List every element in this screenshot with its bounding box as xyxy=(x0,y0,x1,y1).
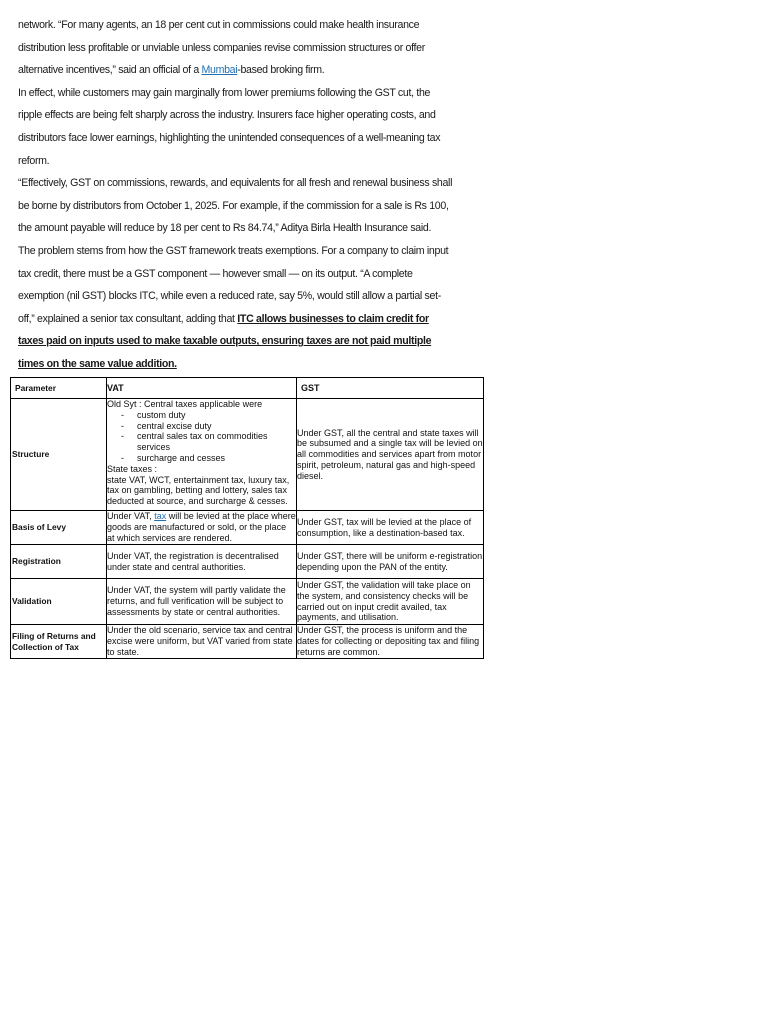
paragraph-1-text: network. “For many agents, an 18 per cent cut in commissions could make health insurance distribution less profitable or unviable unless companies revise commission structures or offer alternative incentives,” said an official of a xyxy=(18,19,425,77)
article-body xyxy=(18,14,455,376)
levy-vat-cell xyxy=(107,511,297,545)
table-row-levy xyxy=(11,511,484,545)
state-taxes-label: State taxes : xyxy=(107,463,158,474)
row-label-levy: Basis of Levy xyxy=(11,511,107,545)
list-item: - custom duty xyxy=(121,410,296,421)
header-vat: VAT xyxy=(107,378,297,399)
structure-gst-cell: Under GST, all the central and state taxes will be subsumed and a single tax will be levied on all commodities and services apart from motor spirit, petroleum, natural gas and high-speed diesel. xyxy=(297,399,484,511)
row-label-validation: Validation xyxy=(11,579,107,625)
table-row-filing xyxy=(11,625,484,659)
row-label-structure: Structure xyxy=(11,399,107,511)
mumbai-link[interactable]: Mumbai xyxy=(201,64,238,77)
itc-definition: ITC allows businesses to claim credit for taxes paid on inputs used to make taxable outputs, ensuring taxes are not paid multiple times on the same value addition. xyxy=(18,312,432,370)
list-item: - central sales tax on commodities services xyxy=(121,431,296,453)
levy-vat-tail: will be levied at the place where goods are manufactured or sold, or the place at which services are rendered. xyxy=(107,511,296,543)
row-label-filing: Filing of Returns and Collection of Tax xyxy=(11,625,107,659)
paragraph-1 xyxy=(18,14,455,82)
list-item: - surcharge and cesses xyxy=(121,453,296,464)
paragraph-4 xyxy=(18,240,455,376)
table-row-validation xyxy=(11,579,484,625)
paragraph-1-tail: -based broking firm. xyxy=(237,64,325,77)
structure-vat-cell xyxy=(107,399,297,511)
table-row-registration xyxy=(11,545,484,579)
tax-link[interactable]: tax xyxy=(154,511,167,522)
vat-gst-comparison-table xyxy=(10,377,484,659)
header-gst: GST xyxy=(297,378,484,399)
levy-vat-text: Under VAT, xyxy=(107,511,155,522)
paragraph-3: “Effectively, GST on commissions, rewards, and equivalents for all fresh and renewal business shall be borne by distributors from October 1, 2025. For example, if the commission for a sale is Rs 100, the amount payable will reduce by 18 per cent to Rs 84.74,” Aditya Birla Health Insurance said. xyxy=(18,177,453,235)
levy-gst-cell: Under GST, tax will be levied at the place of consumption, like a destination-based tax. xyxy=(297,511,484,545)
registration-vat-cell: Under VAT, the registration is decentralised under state and central authorities. xyxy=(107,545,297,579)
header-parameter: Parameter xyxy=(11,378,107,399)
filing-vat-cell: Under the old scenario, service tax and central excise were uniform, but VAT varied from state to state. xyxy=(107,625,297,659)
paragraph-4-text: The problem stems from how the GST framework treats exemptions. For a company to claim input tax credit, there must be a GST component — however small — on its output. “A complete exemption (nil GST) blocks ITC, while even a reduced rate, say 5%, would still allow a partial set-off,” explained a senior tax consultant, adding that xyxy=(18,244,449,325)
table-header-row xyxy=(11,378,484,399)
state-taxes-text: state VAT, WCT, entertainment tax, luxury tax, tax on gambling, betting and lottery, sales tax deducted at source, and surcharge & cesses. xyxy=(107,474,290,507)
paragraph-2: In effect, while customers may gain marginally from lower premiums following the GST cut, the ripple effects are being felt sharply across the industry. Insurers face higher operating costs, and distributors face lower earnings, highlighting the unintended consequences of a well-meaning tax reform. xyxy=(18,86,441,167)
validation-vat-cell: Under VAT, the system will partly validate the returns, and full verification will be subject to assessments by state or central authorities. xyxy=(107,579,297,625)
central-taxes-list xyxy=(107,410,296,464)
list-item: - central excise duty xyxy=(121,421,296,432)
registration-gst-cell: Under GST, there will be uniform e-registration depending upon the PAN of the entity. xyxy=(297,545,484,579)
validation-gst-cell: Under GST, the validation will take place on the system, and consistency checks will be carried out on input credit availed, tax payments, and utilisation. xyxy=(297,579,484,625)
structure-vat-intro: Old Syt : Central taxes applicable were xyxy=(107,399,263,409)
table-row-structure xyxy=(11,399,484,511)
row-label-registration: Registration xyxy=(11,545,107,579)
filing-gst-cell: Under GST, the process is uniform and the dates for collecting or depositing tax and filing returns are common. xyxy=(297,625,484,659)
